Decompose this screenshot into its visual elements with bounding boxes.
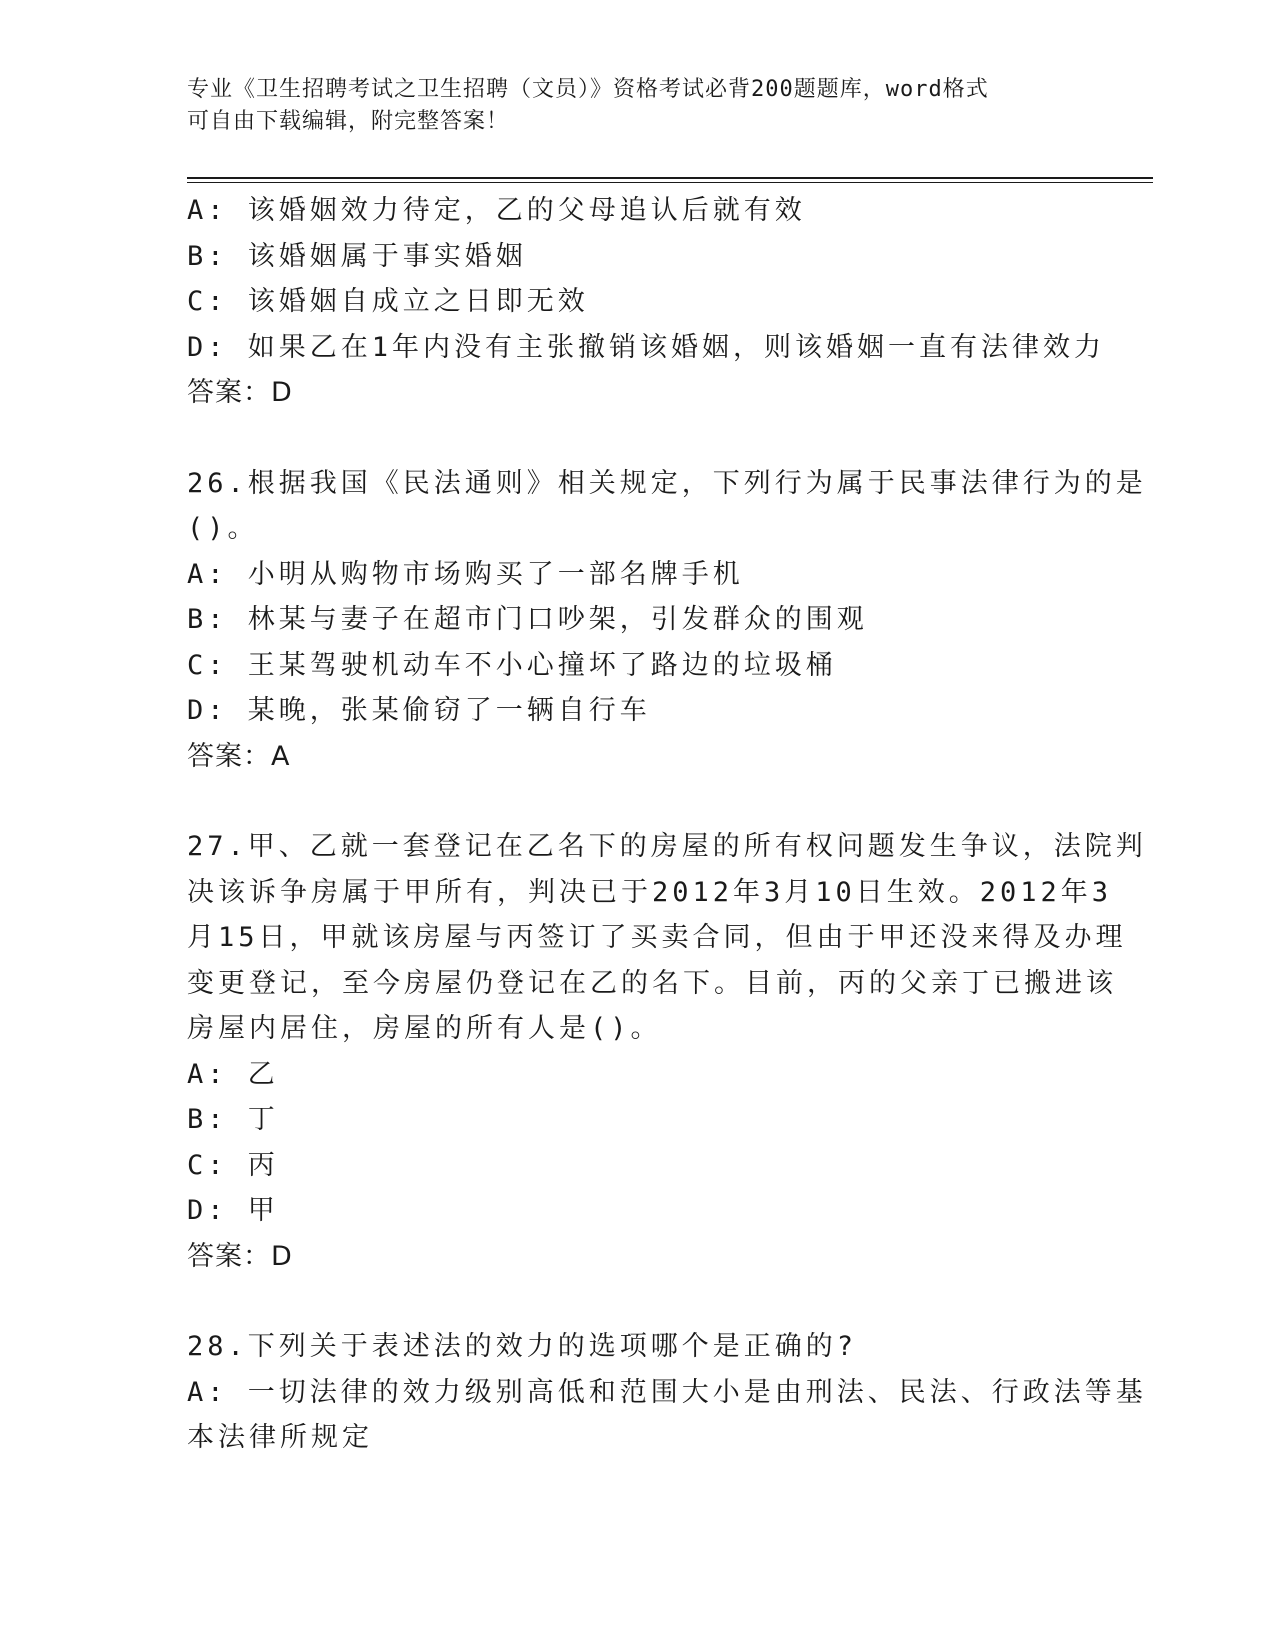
q27-option-a: A: 乙 [187,1058,279,1090]
question-gap [187,416,1077,461]
q25-answer: 答案：D [187,377,293,408]
q27-stem-line-4: 变更登记，至今房屋仍登记在乙的名下。目前，丙的父亲丁已搬进该 [187,967,1117,999]
q27-stem-line-1: 27.甲、乙就一套登记在乙名下的房屋的所有权问题发生争议，法院判 [187,831,1147,862]
q25-option-d: D: 如果乙在1年内没有主张撤销该婚姻，则该婚姻一直有法律效力 [187,331,1106,363]
q27-stem-line-5: 房屋内居住，房屋的所有人是()。 [187,1013,662,1044]
q27-option-c: C: 丙 [187,1149,279,1181]
q28-option-a-line-1: A: 一切法律的效力级别高低和范围大小是由刑法、民法、行政法等基 [187,1376,1147,1408]
q28-stem-line-1: 28.下列关于表述法的效力的选项哪个是正确的? [187,1331,858,1362]
q25-option-c: C: 该婚姻自成立之日即无效 [187,286,589,317]
question-26 [187,461,1147,780]
q26-option-d: D: 某晚，张某偷窃了一辆自行车 [187,695,651,726]
question-25 [187,188,1106,416]
question-gap [187,779,1077,824]
q25-option-b: B: 该婚姻属于事实婚姻 [187,240,527,272]
q25-option-a: A: 该婚姻效力待定，乙的父母追认后就有效 [187,195,806,226]
q28-option-a-line-2: 本法律所规定 [187,1422,373,1453]
q27-option-d: D: 甲 [187,1195,279,1226]
question-28 [187,1324,1147,1461]
q27-stem-line-3: 月15日，甲就该房屋与丙签订了买卖合同，但由于甲还没来得及办理 [187,922,1127,953]
q26-option-b: B: 林某与妻子在超市门口吵架，引发群众的围观 [187,604,868,635]
q26-option-c: C: 王某驾驶机动车不小心撞坏了路边的垃圾桶 [187,649,837,681]
header-line-2: 可自由下载编辑，附完整答案！ [187,109,510,134]
header-divider [187,177,1153,179]
q26-stem-line-2: ()。 [187,513,259,544]
question-27 [187,824,1147,1279]
q26-option-a: A: 小明从购物市场购买了一部名牌手机 [187,558,744,590]
question-gap [187,1279,1077,1324]
q27-answer: 答案：D [187,1240,293,1272]
q27-stem-line-2: 决该诉争房属于甲所有，判决已于2012年3月10日生效。2012年3 [187,876,1113,908]
header-line-1: 专业《卫生招聘考试之卫生招聘（文员）》资格考试必背200题题库，word格式 [187,77,989,102]
q26-answer: 答案：A [187,740,291,772]
page-header [187,74,1077,138]
q26-stem-line-1: 26.根据我国《民法通则》相关规定，下列行为属于民事法律行为的是 [187,467,1147,499]
q27-option-b: B: 丁 [187,1104,279,1135]
document-body [187,188,1147,1461]
